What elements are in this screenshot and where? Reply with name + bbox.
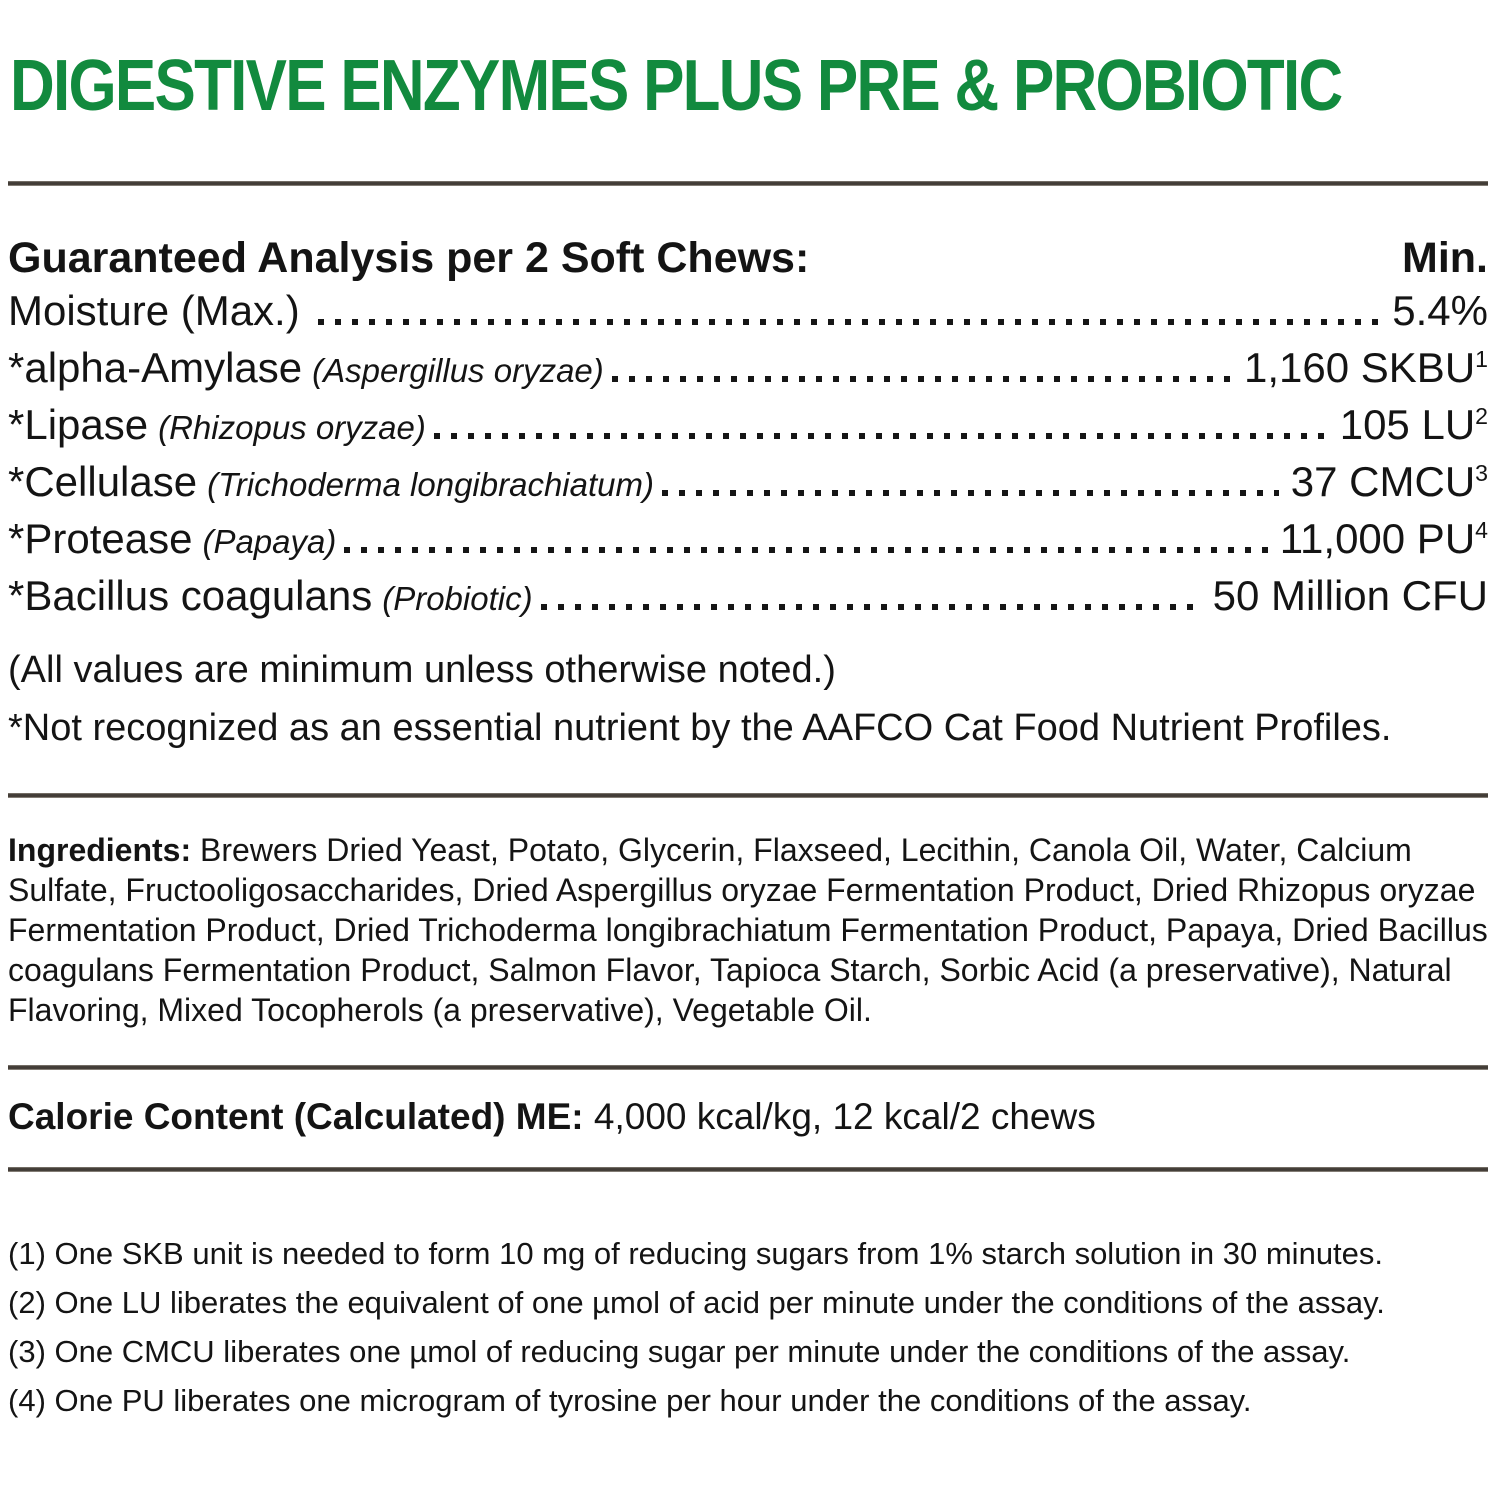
- nutrient-source: (Trichoderma longibrachiatum): [207, 466, 654, 503]
- nutrient-name: *Bacillus coagulans: [8, 572, 373, 619]
- analysis-row-moisture: [8, 287, 1488, 344]
- dotted-leader: [344, 545, 1267, 553]
- min-column-label: Min.: [1402, 234, 1488, 282]
- analysis-row-lipase: [8, 401, 1488, 458]
- nutrient-name: *Protease: [8, 515, 193, 562]
- analysis-row-protease: [8, 515, 1488, 572]
- nutrient-value: [1280, 515, 1488, 563]
- nutrient-amount: 5.4%: [1392, 287, 1488, 334]
- nutrient-amount: 1,160 SKBU: [1244, 344, 1476, 391]
- nutrient-source: (Aspergillus oryzae): [312, 352, 604, 389]
- nutrient-amount: 50 Million CFU: [1212, 572, 1488, 619]
- nutrient-value: [1291, 458, 1488, 506]
- minimum-values-note: (All values are minimum unless otherwise noted.): [8, 649, 836, 691]
- divider: [8, 1065, 1488, 1070]
- aafco-note: *Not recognized as an essential nutrient by the AAFCO Cat Food Nutrient Profiles.: [8, 707, 1392, 749]
- analysis-row-alpha-amylase: [8, 344, 1488, 401]
- unit-footnotes: [8, 1229, 1488, 1425]
- divider: [8, 793, 1488, 798]
- dotted-leader: [434, 431, 1328, 439]
- ingredients-list: Brewers Dried Yeast, Potato, Glycerin, Flaxseed, Lecithin, Canola Oil, Water, Calcium Sulfate, Fructooligosaccharides, Dried Aspergillus oryzae Fermentation Product, Dried Rhizopus oryzae Fermentation Product, Dried Trichoderma longibrachiatum Fermentation Product, Papaya, Dried Bacillus coagulans Fermentation Product, Salmon Flavor, Tapioca Starch, Sorbic Acid (a preservative), Natural Flavoring, Mixed Tocopherols (a preservative), Vegetable Oil.: [8, 832, 1488, 1028]
- nutrient-source: (Probiotic): [382, 580, 533, 617]
- nutrient-name: *Cellulase: [8, 458, 198, 505]
- footnote-skb: (1) One SKB unit is needed to form 10 mg of reducing sugars from 1% starch solution in 30 minutes.: [8, 1236, 1384, 1271]
- nutrient-source: (Papaya): [202, 523, 337, 560]
- dotted-leader: [662, 488, 1279, 496]
- footnote-marker: 3: [1475, 460, 1488, 486]
- dotted-leader: [541, 602, 1201, 610]
- nutrient-amount: 37 CMCU: [1290, 458, 1476, 505]
- nutrient-value: [1340, 401, 1488, 449]
- guaranteed-analysis-table: [8, 287, 1488, 629]
- dotted-leader: [318, 317, 1381, 325]
- nutrient-value: [1244, 344, 1488, 392]
- calorie-content-label: Calorie Content (Calculated) ME:: [8, 1096, 584, 1137]
- dotted-leader: [612, 374, 1232, 382]
- ingredients-paragraph: [8, 830, 1488, 1030]
- nutrient-value: [1392, 287, 1488, 335]
- nutrient-name: *Lipase: [8, 401, 149, 448]
- guaranteed-analysis-heading: Guaranteed Analysis per 2 Soft Chews:: [8, 234, 810, 282]
- footnote-marker: 4: [1475, 517, 1488, 543]
- ingredients-label: Ingredients:: [8, 832, 192, 868]
- nutrient-name: *alpha-Amylase: [8, 344, 303, 391]
- divider: [8, 1167, 1488, 1172]
- footnote-cmcu: (3) One CMCU liberates one µmol of reducing sugar per minute under the conditions of the assay.: [8, 1334, 1351, 1369]
- nutrient-source: (Rhizopus oryzae): [158, 409, 426, 446]
- footnote-lu: (2) One LU liberates the equivalent of one µmol of acid per minute under the conditions of the assay.: [8, 1285, 1385, 1320]
- nutrient-amount: 11,000 PU: [1279, 515, 1476, 562]
- calorie-content-value: 4,000 kcal/kg, 12 kcal/2 chews: [583, 1096, 1096, 1137]
- analysis-row-cellulase: [8, 458, 1488, 515]
- analysis-row-bacillus-coagulans: [8, 572, 1488, 629]
- guaranteed-analysis-header: [8, 233, 1488, 283]
- nutrient-value: [1213, 572, 1488, 620]
- nutrient-name: Moisture (Max.): [8, 287, 300, 334]
- nutrient-amount: 105 LU: [1339, 401, 1476, 448]
- footnote-pu: (4) One PU liberates one microgram of tyrosine per hour under the conditions of the assay.: [8, 1383, 1252, 1418]
- calorie-content-line: [8, 1095, 1488, 1139]
- divider: [8, 181, 1488, 186]
- product-title: DIGESTIVE ENZYMES PLUS PRE & PROBIOTIC: [10, 46, 1342, 126]
- footnote-marker: 2: [1475, 403, 1488, 429]
- footnote-marker: 1: [1475, 346, 1488, 372]
